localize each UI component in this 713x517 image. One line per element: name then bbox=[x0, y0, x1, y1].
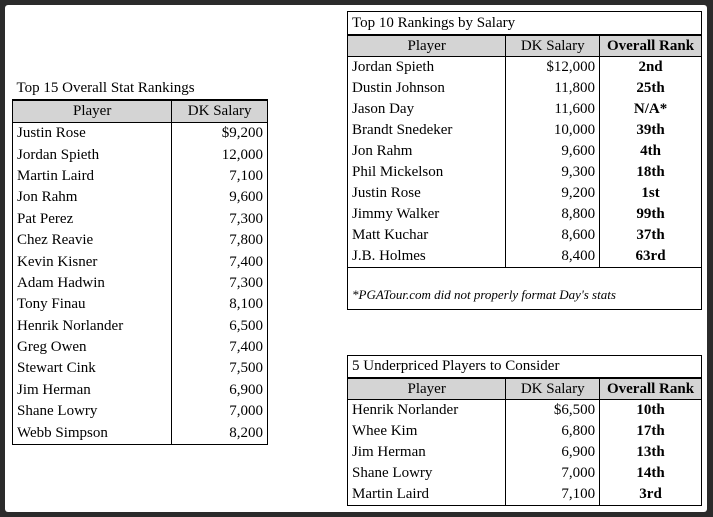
salary-cell: 7,500 bbox=[172, 358, 268, 379]
spacer bbox=[348, 268, 702, 281]
salary-cell: 7,400 bbox=[172, 251, 268, 272]
player-cell: Greg Owen bbox=[13, 337, 172, 358]
player-cell: Martin Laird bbox=[13, 166, 172, 187]
rank-cell: 4th bbox=[600, 141, 702, 162]
rank-cell: 10th bbox=[600, 400, 702, 422]
salary-cell: 7,300 bbox=[172, 273, 268, 294]
player-cell: Whee Kim bbox=[348, 421, 506, 442]
rank-cell: 1st bbox=[600, 183, 702, 204]
table-row bbox=[348, 162, 702, 183]
player-cell: Shane Lowry bbox=[13, 401, 172, 422]
rank-cell: 17th bbox=[600, 421, 702, 442]
salary-cell: 8,800 bbox=[506, 204, 600, 225]
salary-cell: 7,300 bbox=[172, 209, 268, 230]
table-row bbox=[13, 187, 268, 208]
rank-cell: 39th bbox=[600, 120, 702, 141]
player-cell: Jimmy Walker bbox=[348, 204, 506, 225]
rank-cell: 2nd bbox=[600, 57, 702, 79]
table-row bbox=[348, 99, 702, 120]
table-row bbox=[348, 57, 702, 79]
top10-title: Top 10 Rankings by Salary bbox=[348, 12, 702, 36]
player-cell: Jon Rahm bbox=[13, 187, 172, 208]
rank-cell: N/A* bbox=[600, 99, 702, 120]
table-row bbox=[13, 144, 268, 165]
salary-cell: 9,600 bbox=[506, 141, 600, 162]
underpriced-title: 5 Underpriced Players to Consider bbox=[348, 356, 702, 379]
table-row bbox=[13, 380, 268, 401]
player-cell: Henrik Norlander bbox=[13, 316, 172, 337]
table-row bbox=[348, 183, 702, 204]
player-cell: Justin Rose bbox=[13, 123, 172, 145]
salary-cell: 8,100 bbox=[172, 294, 268, 315]
top10-footnote: *PGATour.com did not properly format Day's stats bbox=[348, 280, 702, 310]
player-cell: Pat Perez bbox=[13, 209, 172, 230]
salary-cell: 11,600 bbox=[506, 99, 600, 120]
player-cell: Jon Rahm bbox=[348, 141, 506, 162]
salary-cell: 6,900 bbox=[506, 442, 600, 463]
player-cell: Adam Hadwin bbox=[13, 273, 172, 294]
player-cell: Jim Herman bbox=[13, 380, 172, 401]
underpriced-table bbox=[347, 355, 702, 506]
rank-cell: 37th bbox=[600, 225, 702, 246]
player-cell: Henrik Norlander bbox=[348, 400, 506, 422]
salary-cell: $12,000 bbox=[506, 57, 600, 79]
salary-cell: $6,500 bbox=[506, 400, 600, 422]
salary-cell: 8,400 bbox=[506, 246, 600, 268]
table-row bbox=[348, 204, 702, 225]
salary-cell: 12,000 bbox=[172, 144, 268, 165]
table-row bbox=[348, 421, 702, 442]
top10-header-player: Player bbox=[348, 35, 506, 57]
salary-cell: $9,200 bbox=[172, 123, 268, 145]
salary-cell: 7,000 bbox=[172, 401, 268, 422]
salary-cell: 6,500 bbox=[172, 316, 268, 337]
document-page bbox=[5, 5, 707, 512]
top15-table bbox=[12, 78, 268, 445]
underpriced-header-salary: DK Salary bbox=[506, 378, 600, 400]
player-cell: Matt Kuchar bbox=[348, 225, 506, 246]
rank-cell: 99th bbox=[600, 204, 702, 225]
player-cell: Justin Rose bbox=[348, 183, 506, 204]
player-cell: Jim Herman bbox=[348, 442, 506, 463]
player-cell: Webb Simpson bbox=[13, 422, 172, 444]
player-cell: Kevin Kisner bbox=[13, 251, 172, 272]
table-row bbox=[348, 78, 702, 99]
player-cell: Brandt Snedeker bbox=[348, 120, 506, 141]
salary-cell: 10,000 bbox=[506, 120, 600, 141]
table-row bbox=[348, 442, 702, 463]
salary-cell: 9,600 bbox=[172, 187, 268, 208]
top10-header-rank: Overall Rank bbox=[600, 35, 702, 57]
salary-cell: 8,600 bbox=[506, 225, 600, 246]
table-row bbox=[348, 484, 702, 506]
rank-cell: 13th bbox=[600, 442, 702, 463]
top15-header-player: Player bbox=[13, 100, 172, 123]
table-row bbox=[348, 463, 702, 484]
table-row bbox=[13, 230, 268, 251]
table-row bbox=[13, 294, 268, 315]
top15-header-salary: DK Salary bbox=[172, 100, 268, 123]
player-cell: Shane Lowry bbox=[348, 463, 506, 484]
rank-cell: 63rd bbox=[600, 246, 702, 268]
table-row bbox=[13, 358, 268, 379]
player-cell: Dustin Johnson bbox=[348, 78, 506, 99]
player-cell: Martin Laird bbox=[348, 484, 506, 506]
player-cell: Jordan Spieth bbox=[13, 144, 172, 165]
player-cell: Jason Day bbox=[348, 99, 506, 120]
table-row bbox=[13, 316, 268, 337]
table-row bbox=[13, 251, 268, 272]
table-row bbox=[13, 401, 268, 422]
player-cell: Jordan Spieth bbox=[348, 57, 506, 79]
salary-cell: 7,000 bbox=[506, 463, 600, 484]
table-row bbox=[13, 123, 268, 145]
player-cell: Tony Finau bbox=[13, 294, 172, 315]
table-row bbox=[348, 120, 702, 141]
player-cell: Chez Reavie bbox=[13, 230, 172, 251]
table-row bbox=[13, 273, 268, 294]
salary-cell: 9,200 bbox=[506, 183, 600, 204]
salary-cell: 7,400 bbox=[172, 337, 268, 358]
salary-cell: 7,800 bbox=[172, 230, 268, 251]
top10-table bbox=[347, 11, 702, 310]
table-row bbox=[348, 246, 702, 268]
rank-cell: 18th bbox=[600, 162, 702, 183]
table-row bbox=[348, 141, 702, 162]
underpriced-header-player: Player bbox=[348, 378, 506, 400]
player-cell: J.B. Holmes bbox=[348, 246, 506, 268]
salary-cell: 11,800 bbox=[506, 78, 600, 99]
table-row bbox=[348, 225, 702, 246]
top10-header-salary: DK Salary bbox=[506, 35, 600, 57]
rank-cell: 25th bbox=[600, 78, 702, 99]
rank-cell: 14th bbox=[600, 463, 702, 484]
salary-cell: 7,100 bbox=[506, 484, 600, 506]
salary-cell: 8,200 bbox=[172, 422, 268, 444]
table-row bbox=[13, 166, 268, 187]
player-cell: Stewart Cink bbox=[13, 358, 172, 379]
underpriced-header-rank: Overall Rank bbox=[600, 378, 702, 400]
top15-title: Top 15 Overall Stat Rankings bbox=[13, 78, 268, 100]
player-cell: Phil Mickelson bbox=[348, 162, 506, 183]
salary-cell: 6,800 bbox=[506, 421, 600, 442]
table-row bbox=[13, 209, 268, 230]
table-row bbox=[13, 337, 268, 358]
salary-cell: 9,300 bbox=[506, 162, 600, 183]
table-row bbox=[348, 400, 702, 422]
salary-cell: 6,900 bbox=[172, 380, 268, 401]
salary-cell: 7,100 bbox=[172, 166, 268, 187]
rank-cell: 3rd bbox=[600, 484, 702, 506]
table-row bbox=[13, 422, 268, 444]
